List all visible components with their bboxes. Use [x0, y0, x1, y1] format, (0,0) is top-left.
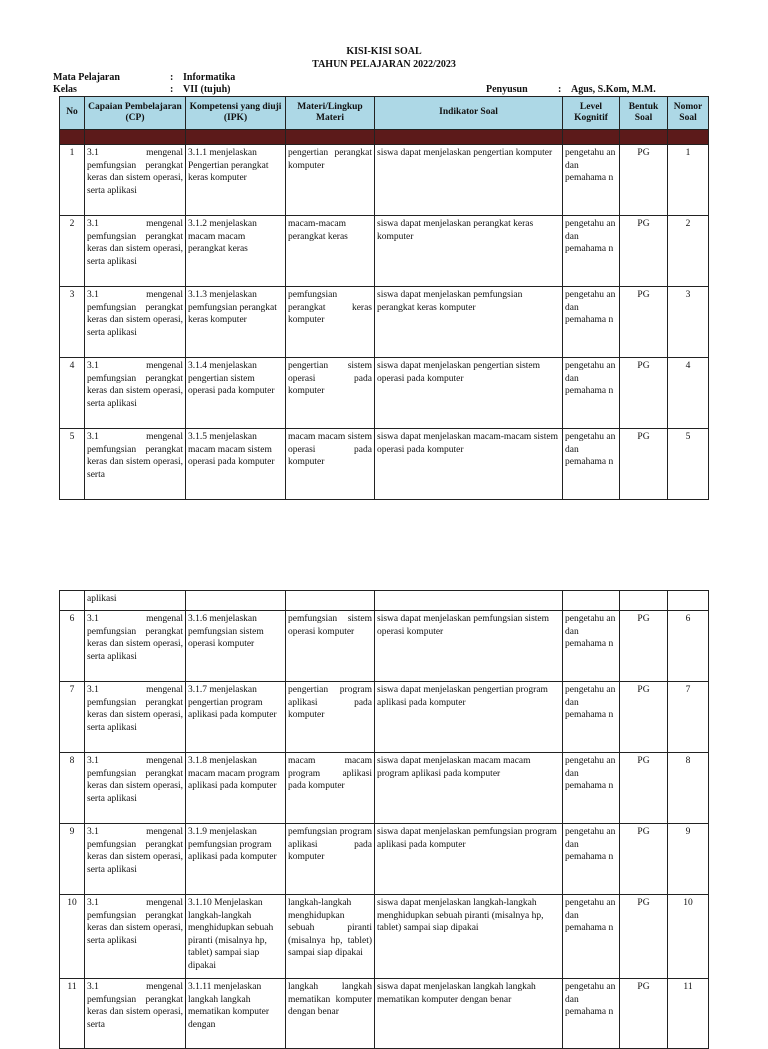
ipk-cell: 3.1.4 menjelaskan pengertian sistem operasi pada komputer — [186, 358, 286, 429]
materi-cell: pengertian perangkat komputer — [286, 145, 375, 216]
kelas-colon: : — [170, 84, 174, 95]
cp-cell: 3.1 mengenal pemfungsian perangkat keras dan sistem operasi, serta — [85, 429, 186, 500]
col-no: No — [60, 97, 85, 130]
row-no: 9 — [60, 824, 85, 895]
level-cell: pengetahu an dan pemahama n — [563, 979, 620, 1049]
penyusun-colon: : — [558, 84, 562, 95]
level-cell: pengetahu an dan pemahama n — [563, 611, 620, 682]
nomor-cell: 6 — [668, 611, 709, 682]
mapel-value: Informatika — [183, 72, 236, 83]
nomor-cell: 1 — [668, 145, 709, 216]
row-no: 1 — [60, 145, 85, 216]
row-no: 2 — [60, 216, 85, 287]
table-row — [60, 429, 709, 500]
bentuk-cell: PG — [620, 824, 668, 895]
nomor-cell: 5 — [668, 429, 709, 500]
level-cell: pengetahu an dan pemahama n — [563, 895, 620, 979]
indikator-cell: siswa dapat menjelaskan macam-macam sistem operasi pada komputer — [375, 429, 563, 500]
level-cell: pengetahu an dan pemahama n — [563, 358, 620, 429]
materi-cell: pengertian program aplikasi pada komputer — [286, 682, 375, 753]
indikator-cell: siswa dapat menjelaskan macam macam program aplikasi pada komputer — [375, 753, 563, 824]
row-no: 3 — [60, 287, 85, 358]
level-cell: pengetahu an dan pemahama n — [563, 682, 620, 753]
materi-cell: pemfungsian program aplikasi pada komputer — [286, 824, 375, 895]
row-no: 8 — [60, 753, 85, 824]
materi-cell: macam macam program aplikasi pada komputer — [286, 753, 375, 824]
mapel-colon: : — [170, 72, 174, 83]
continuation-row — [60, 591, 709, 611]
nomor-cell: 8 — [668, 753, 709, 824]
table-row — [60, 895, 709, 979]
table-row — [60, 287, 709, 358]
penyusun-label: Penyusun — [486, 84, 528, 95]
ipk-cell: 3.1.9 menjelaskan pemfungsian program aplikasi pada komputer — [186, 824, 286, 895]
cp-cell: 3.1 mengenal pemfungsian perangkat keras dan sistem operasi, serta aplikasi — [85, 895, 186, 979]
row-no: 7 — [60, 682, 85, 753]
row-no: 4 — [60, 358, 85, 429]
bentuk-cell: PG — [620, 429, 668, 500]
ipk-cell: 3.1.6 menjelaskan pemfungsian sistem operasi komputer — [186, 611, 286, 682]
cp-cell: 3.1 mengenal pemfungsian perangkat keras dan sistem operasi, serta aplikasi — [85, 611, 186, 682]
nomor-cell: 9 — [668, 824, 709, 895]
indikator-cell: siswa dapat menjelaskan pemfungsian perangkat keras komputer — [375, 287, 563, 358]
col-indikator: Indikator Soal — [375, 97, 563, 130]
materi-cell: pemfungsian sistem operasi komputer — [286, 611, 375, 682]
row-no: 6 — [60, 611, 85, 682]
bentuk-cell: PG — [620, 145, 668, 216]
bentuk-cell: PG — [620, 287, 668, 358]
ipk-cell: 3.1.2 menjelaskan macam macam perangkat keras — [186, 216, 286, 287]
nomor-cell: 4 — [668, 358, 709, 429]
indikator-cell: siswa dapat menjelaskan pengertian komputer — [375, 145, 563, 216]
indikator-cell: siswa dapat menjelaskan langkah langkah mematikan komputer dengan benar — [375, 979, 563, 1049]
row-no: 5 — [60, 429, 85, 500]
cp-continuation: aplikasi — [85, 591, 186, 611]
cp-cell: 3.1 mengenal pemfungsian perangkat keras dan sistem operasi, serta aplikasi — [85, 216, 186, 287]
nomor-cell: 11 — [668, 979, 709, 1049]
indikator-cell: siswa dapat menjelaskan perangkat keras komputer — [375, 216, 563, 287]
doc-title: KISI-KISI SOAL — [346, 46, 422, 57]
level-cell: pengetahu an dan pemahama n — [563, 429, 620, 500]
cp-cell: 3.1 mengenal pemfungsian perangkat keras dan sistem operasi, serta aplikasi — [85, 145, 186, 216]
level-cell: pengetahu an dan pemahama n — [563, 287, 620, 358]
col-nomor: Nomor Soal — [668, 97, 709, 130]
indikator-cell: siswa dapat menjelaskan pemfungsian program aplikasi pada komputer — [375, 824, 563, 895]
indikator-cell: siswa dapat menjelaskan pengertian program aplikasi pada komputer — [375, 682, 563, 753]
doc-subtitle: TAHUN PELAJARAN 2022/2023 — [312, 59, 456, 70]
row-no: 11 — [60, 979, 85, 1049]
kisi-table-page2 — [59, 590, 709, 1049]
kelas-label: Kelas — [53, 84, 77, 95]
indikator-cell: siswa dapat menjelaskan pengertian sistem operasi pada komputer — [375, 358, 563, 429]
cp-cell: 3.1 mengenal pemfungsian perangkat keras dan sistem operasi, serta aplikasi — [85, 753, 186, 824]
cp-cell: 3.1 mengenal pemfungsian perangkat keras dan sistem operasi, serta aplikasi — [85, 682, 186, 753]
indikator-cell: siswa dapat menjelaskan pemfungsian sistem operasi komputer — [375, 611, 563, 682]
materi-cell: macam macam sistem operasi pada komputer — [286, 429, 375, 500]
materi-cell: langkah-langkah menghidupkan sebuah piranti (misalnya hp, tablet) sampai siap dipakai — [286, 895, 375, 979]
nomor-cell: 2 — [668, 216, 709, 287]
bentuk-cell: PG — [620, 611, 668, 682]
bentuk-cell: PG — [620, 682, 668, 753]
cp-cell: 3.1 mengenal pemfungsian perangkat keras dan sistem operasi, serta aplikasi — [85, 358, 186, 429]
table-row — [60, 753, 709, 824]
level-cell: pengetahu an dan pemahama n — [563, 824, 620, 895]
col-materi: Materi/Lingkup Materi — [286, 97, 375, 130]
materi-cell: langkah langkah mematikan komputer dengan benar — [286, 979, 375, 1049]
nomor-cell: 3 — [668, 287, 709, 358]
level-cell: pengetahu an dan pemahama n — [563, 753, 620, 824]
kelas-value: VII (tujuh) — [183, 84, 231, 95]
ipk-cell: 3.1.11 menjelaskan langkah langkah mematikan komputer dengan — [186, 979, 286, 1049]
indikator-cell: siswa dapat menjelaskan langkah-langkah menghidupkan sebuah piranti (misalnya hp, tablet) sampai siap dipakai — [375, 895, 563, 979]
bentuk-cell: PG — [620, 753, 668, 824]
col-cp: Capaian Pembelajaran (CP) — [85, 97, 186, 130]
materi-cell: pengertian sistem operasi pada komputer — [286, 358, 375, 429]
cp-cell: 3.1 mengenal pemfungsian perangkat keras dan sistem operasi, serta aplikasi — [85, 287, 186, 358]
table-row — [60, 216, 709, 287]
nomor-cell: 10 — [668, 895, 709, 979]
mapel-label: Mata Pelajaran — [53, 72, 120, 83]
section-divider-row — [60, 130, 709, 145]
ipk-cell: 3.1.5 menjelaskan macam macam sistem operasi pada komputer — [186, 429, 286, 500]
nomor-cell: 7 — [668, 682, 709, 753]
materi-cell: pemfungsian perangkat keras komputer — [286, 287, 375, 358]
col-bentuk: Bentuk Soal — [620, 97, 668, 130]
col-level: Level Kognitif — [563, 97, 620, 130]
row-no: 10 — [60, 895, 85, 979]
kisi-table-page1 — [59, 96, 709, 500]
penyusun-value: Agus, S.Kom, M.M. — [571, 84, 656, 95]
table-row — [60, 682, 709, 753]
ipk-cell: 3.1.3 menjelaskan pemfungsian perangkat keras komputer — [186, 287, 286, 358]
col-ipk: Kompetensi yang diuji (IPK) — [186, 97, 286, 130]
table-row — [60, 145, 709, 216]
table-row — [60, 979, 709, 1049]
table-row — [60, 358, 709, 429]
table-row — [60, 824, 709, 895]
ipk-cell: 3.1.10 Menjelaskan langkah-langkah menghidupkan sebuah piranti (misalnya hp, tablet) sampai siap dipakai — [186, 895, 286, 979]
ipk-cell: 3.1.8 menjelaskan macam macam program aplikasi pada komputer — [186, 753, 286, 824]
bentuk-cell: PG — [620, 216, 668, 287]
bentuk-cell: PG — [620, 979, 668, 1049]
level-cell: pengetahu an dan pemahama n — [563, 145, 620, 216]
bentuk-cell: PG — [620, 358, 668, 429]
materi-cell: macam-macam perangkat keras — [286, 216, 375, 287]
table-row — [60, 611, 709, 682]
cp-cell: 3.1 mengenal pemfungsian perangkat keras dan sistem operasi, serta aplikasi — [85, 824, 186, 895]
bentuk-cell: PG — [620, 895, 668, 979]
ipk-cell: 3.1.1 menjelaskan Pengertian perangkat keras komputer — [186, 145, 286, 216]
level-cell: pengetahu an dan pemahama n — [563, 216, 620, 287]
ipk-cell: 3.1.7 menjelaskan pengertian program aplikasi pada komputer — [186, 682, 286, 753]
cp-cell: 3.1 mengenal pemfungsian perangkat keras dan sistem operasi, serta — [85, 979, 186, 1049]
